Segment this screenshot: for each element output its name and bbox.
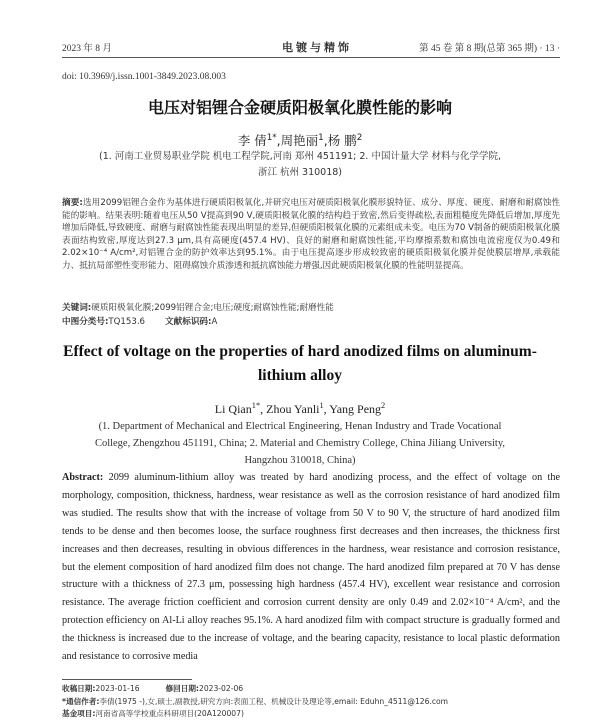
english-abstract-label: Abstract:: [62, 472, 104, 483]
english-abstract: [62, 469, 560, 666]
classification-line: [62, 315, 560, 327]
footnote-divider: [62, 679, 192, 680]
doc-code-value: A: [211, 317, 218, 327]
english-affiliations: [70, 418, 530, 469]
fund-label: 基金项目:: [62, 709, 96, 718]
chinese-affiliation-line-2: 浙江 杭州 310018): [257, 167, 342, 178]
received-label: 收稿日期:: [62, 684, 96, 693]
fund-info: 河南省高等学校重点科研项目(20A120007): [95, 709, 244, 718]
corresponding-author-label: *通信作者:: [62, 696, 100, 706]
chinese-abstract-label: 摘要:: [62, 198, 83, 208]
footnote-fund: [62, 708, 560, 721]
footnotes: [62, 683, 560, 721]
english-affiliation-line-2: College, Zhengzhou 451191, China; 2. Material and Chemistry College, China Jiliang University,: [94, 438, 506, 449]
header-issue: 第 45 卷 第 8 期(总第 365 期): [419, 44, 538, 54]
received-date: 2023-01-16: [95, 684, 140, 693]
doc-code-label: 文献标识码:: [165, 317, 212, 327]
revised-label: 修回日期:: [165, 684, 199, 693]
chinese-affiliation-line-1: (1. 河南工业贸易职业学院 机电工程学院,河南 郑州 451191; 2. 中国计量大学 材料与化学学院,: [99, 151, 501, 162]
english-authors: Li Qian$^{1*}$, Zhou Yanli$^1$, Yang Peng$^2$: [214, 401, 386, 416]
chinese-title: 电压对铝锂合金硬质阳极氧化膜性能的影响: [147, 98, 452, 117]
header-journal-name: 电镀与精饰: [282, 41, 352, 54]
chinese-authors: 李 倩$^{1*}$,周艳丽$^1$,杨 鹏$^2$: [237, 132, 363, 148]
clc-number: TQ153.6: [108, 317, 146, 327]
corresponding-author-info: 李倩(1975 -),女,硕士,副教授,研究方向:表面工程、机械设计及理论等,email: Eduhn_4511@126.com: [99, 696, 449, 706]
english-title: Effect of voltage on the properties of hard anodized films on aluminum-lithium alloy: [63, 343, 537, 384]
chinese-abstract: [62, 197, 560, 273]
chinese-affiliations: [70, 149, 530, 181]
english-affiliation-line-3: Hangzhou 310018, China): [244, 455, 356, 466]
clc-label: 中图分类号:: [62, 317, 109, 327]
header-page-number: · 13 ·: [539, 44, 560, 54]
chinese-keywords: [62, 301, 560, 313]
chinese-keywords-text: 硬质阳极氧化膜;2099铝锂合金;电压;硬度;耐腐蚀性能;耐磨性能: [91, 303, 334, 313]
footnote-corresponding-author: [62, 696, 560, 709]
header-divider: [62, 57, 560, 58]
english-affiliation-line-1: (1. Department of Mechanical and Electrical Engineering, Henan Industry and Trade Vocational: [98, 421, 502, 432]
revised-date: 2023-02-06: [198, 684, 244, 693]
header-issue-and-page: [419, 40, 560, 54]
header-date: 2023 年 8 月: [62, 44, 112, 54]
doi[interactable]: doi: 10.3969/j.issn.1001-3849.2023.08.003: [62, 72, 226, 82]
chinese-abstract-text: 选用2099铝锂合金作为基体进行硬质阳极氧化,并研究电压对硬质阳极氧化膜形貌特征、成分、厚度、硬度、耐磨和耐腐蚀性能的影响。结果表明:随着电压从50 V提高到90 V,硬质阳极氧化膜的结构趋于致密,然后变得疏松,表面粗糙度先降低后增加,厚度先增加后降低,导致硬度、耐磨与耐腐蚀性能表现出明显的差异,但硬质阳极氧化膜的元素组成未变。电压为70 V制备的硬质阳极氧化膜表面结构致密,厚度达到27.3 μm,具有高硬度(457.4 HV)、良好的耐磨和耐腐蚀性能,平均摩擦系数和腐蚀电流密度仅为0.49和2.02×10⁻⁴ A/cm²,对铝锂合金的防护效率达到95.1%。由于电压提高逐步形成较致密的硬质阳极氧化膜并促使膜层增厚,承载能力、抵抗局部塑性变形能力、阻碍腐蚀介质渗透和抵抗腐蚀能力增强,因此硬质阳极氧化膜的性能明显提高。: [62, 198, 561, 271]
english-abstract-text: 2099 aluminum-lithium alloy was treated by hard anodizing process, and the effect of voltage on the morphology, composition, thickness, hardness, wear resistance as well as the corrosion resistance of hard anodized film was studied. The results show that with the increase of voltage from 50 V to 90 V, the structure of hard anodized film tends to be dense and then becomes loose, the surface roughness first decreases and then increases, the thickness first increases and then decreases, resulting in obvious differences in the hardness, wear resistance and corrosion resistance, but the element composition of hard anodized film does not change. The hard anodized film prepared at 70 V has dense structure with a thickness of 27.3 μm, possessing high hardness (457.4 HV), excellent wear resistance and corrosion resistance. The average friction coefficient and corrosion current density are only 0.49 and 2.02×10⁻⁴ A/cm², and the protection efficiency on Al-Li alloy reaches 95.1%. A hard anodized film with compact structure is gradually formed and the thickness is increased due to the increase of voltage, and the bearing capacity, resistance to local plastic deformation and resistance to corrosive media: [62, 472, 560, 663]
running-header: [62, 40, 560, 54]
chinese-keywords-label: 关键词:: [62, 303, 92, 313]
footnote-dates: [62, 683, 560, 696]
